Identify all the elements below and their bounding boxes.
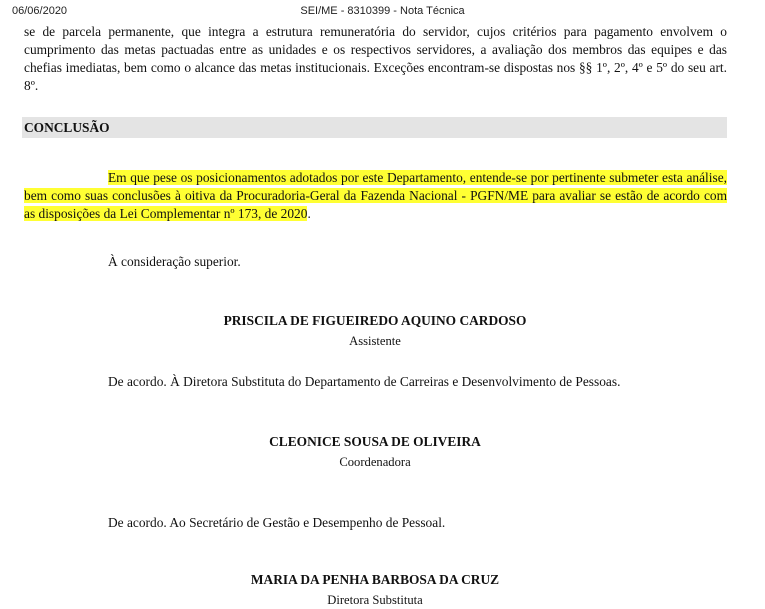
signature-block-3: [0, 571, 750, 609]
signer-role: Diretora Substituta: [327, 593, 423, 607]
paragraph-continuation: se de parcela permanente, que integra a estrutura remuneratória do servidor, cujos critérios para pagamento envolvem o cumprimento das metas pactuadas entre as unidades e os respectivos servidores, a avaliação dos membros das equipes e das chefias imediatas, bem como o alcance das metas institucionais. Exceções encontram-se dispostas nos §§ 1º, 2º, 4º e 5º do seu art. 8º.: [24, 24, 727, 93]
section-heading-bar: [22, 117, 727, 138]
header-doc-id: SEI/ME - 8310399 - Nota Técnica: [300, 5, 465, 17]
paragraph-trailing: .: [307, 206, 311, 221]
signer-role: Assistente: [349, 334, 401, 348]
paragraph-19: [24, 169, 727, 223]
signer-name: MARIA DA PENHA BARBOSA DA CRUZ: [250, 572, 500, 587]
signature-block-1: [0, 312, 750, 350]
agreement-line-1: De acordo. À Diretora Substituta do Departamento de Carreiras e Desenvolvimento de Pessoas.: [108, 374, 621, 389]
agreement-line-2: De acordo. Ao Secretário de Gestão e Desempenho de Pessoal.: [108, 515, 446, 530]
signer-name: CLEONICE SOUSA DE OLIVEIRA: [269, 434, 481, 449]
header-date: 06/06/2020: [12, 5, 68, 17]
highlighted-text: Em que pese os posicionamentos adotados por este Departamento, entende-se por pertinente submeter esta análise, bem como suas conclusões à oitiva da Procuradoria-Geral da Fazenda Nacional - PGFN/ME para avaliar se estão de acordo com as disposições da Lei Complementar nº 173, de 2020: [24, 170, 727, 221]
signature-block-2: [0, 433, 750, 471]
signer-role: Coordenadora: [339, 455, 411, 469]
consideration-line: À consideração superior.: [108, 254, 241, 269]
section-title: CONCLUSÃO: [24, 120, 110, 135]
signer-name: PRISCILA DE FIGUEIREDO AQUINO CARDOSO: [223, 313, 527, 328]
page-header: [12, 5, 753, 21]
